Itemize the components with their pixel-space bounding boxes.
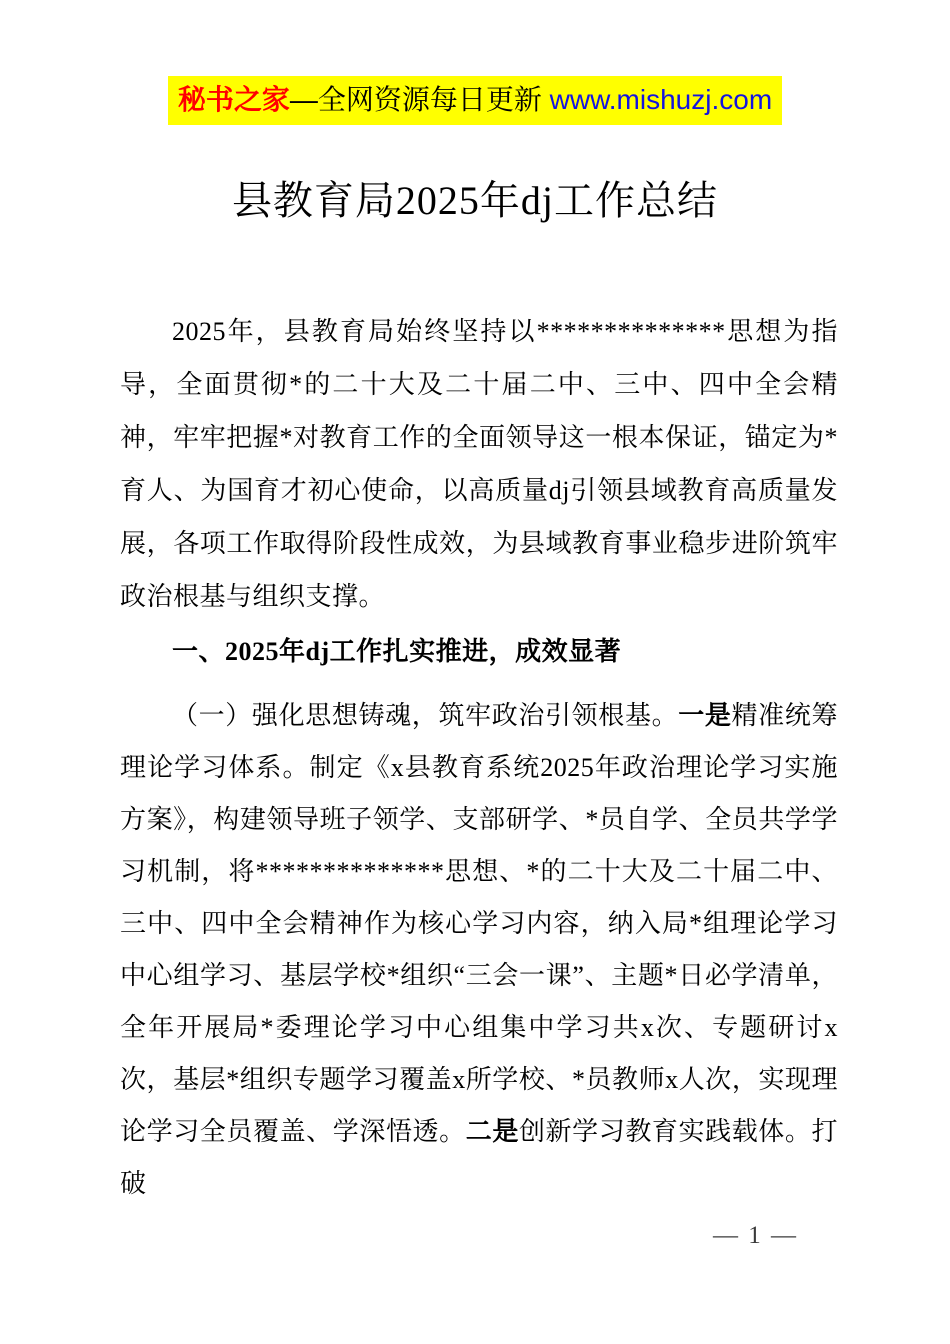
point1-label: 一是 (678, 701, 732, 730)
subsection-lead: （一）强化思想铸魂，筑牢政治引领根基。 (172, 701, 679, 730)
banner-tagline: —全网资源每日更新 (289, 84, 550, 115)
banner-highlight (168, 76, 782, 125)
page-number: — 1 — (713, 1222, 798, 1249)
intro-paragraph: 2025年，县教育局始终坚持以**************思想为指导，全面贯彻*的二十大及二十届二中、三中、四中全会精神，牢牢把握*对教育工作的全面领导这一根本保证，锚定为*育人、为国育才初心使命，以高质量dj引领县域教育高质量发展，各项工作取得阶段性成效，为县域教育事业稳步进阶筑牢政治根基与组织支撑。 (120, 317, 838, 611)
document-body (120, 305, 838, 1210)
watermark-banner (0, 0, 950, 125)
point2-label: 二是 (465, 1117, 519, 1146)
subsection-paragraph (120, 690, 838, 1210)
brand-text: 秘书之家 (177, 84, 290, 115)
page-title: 县教育局2025年dj工作总结 (231, 178, 719, 223)
section-heading: 一、2025年dj工作扎实推进，成效显著 (172, 637, 622, 666)
site-url-link[interactable]: www.mishuzj.com (549, 84, 773, 115)
point2-text: 创新学习教育实践载体。打破 (120, 1117, 838, 1198)
point1-text: 精准统筹理论学习体系。制定《x县教育系统2025年政治理论学习实施方案》，构建领导班子领学、支部研学、*员自学、全员共学学习机制，将**************思想、*的二十大及二十届二中、三中、四中全会精神作为核心学习内容，纳入局*组理论学习中心组学习、基层学校*组织“三会一课”、主题*日必学清单，全年开展局*委理论学习中心组集中学习共x次、专题研讨x次，基层*组织专题学习覆盖x所学校、*员教师x人次，实现理论学习全员覆盖、学深悟透。 (120, 701, 838, 1146)
